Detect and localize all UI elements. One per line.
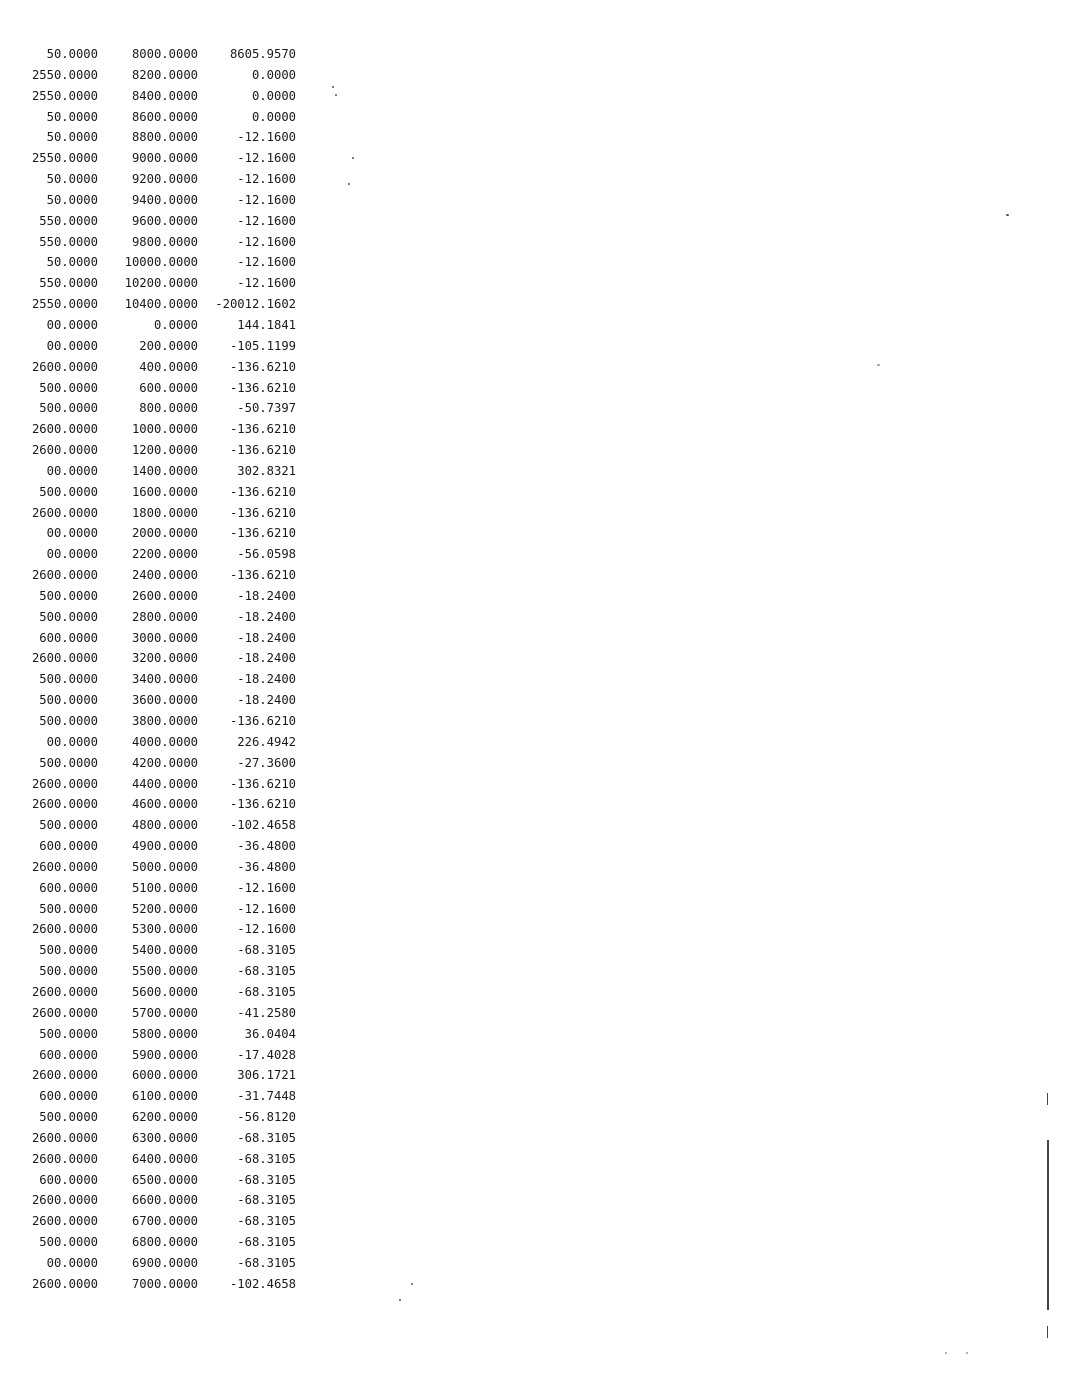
table-cell: -68.3105	[237, 964, 296, 979]
table-cell: 9000.0000	[131, 151, 198, 166]
table-cell: -68.3105	[237, 1255, 296, 1270]
table-cell: 2550.0000	[31, 151, 98, 166]
table-cell: 2600.0000	[31, 859, 98, 874]
table-cell: 2550.0000	[31, 88, 98, 103]
table-cell: 500.0000	[39, 588, 98, 603]
table-row	[20, 815, 310, 836]
table-cell: -68.3105	[237, 943, 296, 958]
table-cell: 0.0000	[153, 317, 198, 332]
table-cell: 0.0000	[251, 88, 296, 103]
table-cell: 500.0000	[39, 818, 98, 833]
table-cell: 306.1721	[237, 1068, 296, 1083]
table-row	[20, 628, 310, 649]
table-row	[20, 565, 310, 586]
table-cell: 2600.0000	[31, 1193, 98, 1208]
table-cell: 8200.0000	[131, 67, 198, 82]
table-cell: 3600.0000	[131, 693, 198, 708]
table-row	[20, 1128, 310, 1149]
table-cell: 5600.0000	[131, 984, 198, 999]
table-cell: -136.6210	[229, 443, 296, 458]
table-cell: -18.2400	[237, 630, 296, 645]
table-cell: -105.1199	[229, 338, 296, 353]
table-row	[20, 169, 310, 190]
table-row	[20, 1274, 310, 1295]
table-cell: 00.0000	[46, 547, 98, 562]
table-row	[20, 982, 310, 1003]
table-cell: -12.1600	[237, 255, 296, 270]
table-cell: -36.4800	[237, 859, 296, 874]
table-row	[20, 648, 310, 669]
scan-edge-line	[1047, 1093, 1048, 1105]
table-cell: 50.0000	[46, 192, 98, 207]
table-row	[20, 836, 310, 857]
table-cell: 6100.0000	[131, 1089, 198, 1104]
table-cell: 6500.0000	[131, 1172, 198, 1187]
table-cell: 2800.0000	[131, 609, 198, 624]
scan-edge-line	[1047, 1326, 1048, 1338]
table-row	[20, 794, 310, 815]
table-cell: 00.0000	[46, 317, 98, 332]
table-cell: 3200.0000	[131, 651, 198, 666]
table-cell: -136.6210	[229, 776, 296, 791]
table-cell: -68.3105	[237, 1130, 296, 1145]
table-row	[20, 523, 310, 544]
table-cell: 5700.0000	[131, 1005, 198, 1020]
table-cell: -50.7397	[237, 401, 296, 416]
table-cell: -36.4800	[237, 839, 296, 854]
table-cell: -12.1600	[237, 172, 296, 187]
table-cell: 500.0000	[39, 672, 98, 687]
table-row	[20, 899, 310, 920]
table-cell: -136.6210	[229, 568, 296, 583]
table-cell: 5200.0000	[131, 901, 198, 916]
table-cell: -18.2400	[237, 651, 296, 666]
table-cell: 4600.0000	[131, 797, 198, 812]
table-cell: 550.0000	[39, 213, 98, 228]
table-cell: 6600.0000	[131, 1193, 198, 1208]
table-cell: 2600.0000	[31, 568, 98, 583]
table-cell: -12.1600	[237, 901, 296, 916]
table-cell: -31.7448	[237, 1089, 296, 1104]
table-cell: 6900.0000	[131, 1255, 198, 1270]
table-cell: 5500.0000	[131, 964, 198, 979]
table-cell: 500.0000	[39, 714, 98, 728]
table-cell: 2600.0000	[31, 1068, 98, 1083]
table-cell: 6700.0000	[131, 1214, 198, 1229]
table-cell: 144.1841	[237, 317, 296, 332]
table-cell: -12.1600	[237, 880, 296, 895]
table-row	[20, 357, 310, 378]
table-cell: 4200.0000	[131, 755, 198, 770]
table-row	[20, 482, 310, 503]
table-cell: 2600.0000	[131, 588, 198, 603]
table-cell: 7000.0000	[131, 1276, 198, 1291]
table-cell: 2600.0000	[31, 505, 98, 520]
table-cell: -12.1600	[237, 213, 296, 228]
table-cell: -136.6210	[229, 797, 296, 812]
table-cell: 00.0000	[46, 734, 98, 749]
table-cell: 8400.0000	[131, 88, 198, 103]
table-cell: -56.8120	[237, 1110, 296, 1125]
table-row	[20, 669, 310, 690]
table-cell: 6400.0000	[131, 1151, 198, 1166]
table-cell: -102.4658	[229, 1276, 296, 1291]
table-cell: 600.0000	[39, 630, 98, 645]
table-cell: 500.0000	[39, 693, 98, 708]
table-cell: 8605.9570	[229, 47, 296, 61]
table-cell: -68.3105	[237, 984, 296, 999]
table-cell: 500.0000	[39, 755, 98, 770]
scan-speck	[1006, 214, 1009, 216]
table-row	[20, 127, 310, 148]
table-cell: 600.0000	[39, 880, 98, 895]
table-cell: -12.1600	[237, 276, 296, 291]
table-cell: -12.1600	[237, 151, 296, 166]
table-cell: -136.6210	[229, 380, 296, 395]
table-cell: 10000.0000	[124, 255, 198, 270]
table-cell: 4900.0000	[131, 839, 198, 854]
table-cell: 2550.0000	[31, 67, 98, 82]
table-row	[20, 86, 310, 107]
table-cell: 50.0000	[46, 255, 98, 270]
table-row	[20, 732, 310, 753]
table-row	[20, 544, 310, 565]
table-cell: 3000.0000	[131, 630, 198, 645]
scan-speck	[966, 1352, 968, 1354]
table-cell: -41.2580	[237, 1005, 296, 1020]
table-row	[20, 461, 310, 482]
table-cell: 2600.0000	[31, 1005, 98, 1020]
table-row	[20, 1211, 310, 1232]
table-row	[20, 1045, 310, 1066]
scan-speck	[877, 364, 880, 366]
scan-edge-line	[1047, 1140, 1049, 1310]
table-cell: 2600.0000	[31, 1276, 98, 1291]
table-cell: 2600.0000	[31, 776, 98, 791]
table-row	[20, 1003, 310, 1024]
table-cell: -136.6210	[229, 484, 296, 499]
table-row	[20, 586, 310, 607]
table-row	[20, 1024, 310, 1045]
table-cell: 6200.0000	[131, 1110, 198, 1125]
table-row	[20, 1232, 310, 1253]
table-cell: 600.0000	[139, 380, 198, 395]
table-cell: 550.0000	[39, 234, 98, 249]
table-cell: 500.0000	[39, 943, 98, 958]
table-row	[20, 1065, 310, 1086]
scan-speck	[399, 1299, 401, 1301]
table-row	[20, 398, 310, 419]
table-row	[20, 774, 310, 795]
table-cell: 2600.0000	[31, 1130, 98, 1145]
table-cell: 3400.0000	[131, 672, 198, 687]
table-row	[20, 961, 310, 982]
table-cell: 5400.0000	[131, 943, 198, 958]
table-cell: 9800.0000	[131, 234, 198, 249]
table-cell: 50.0000	[46, 47, 98, 61]
table-cell: 200.0000	[139, 338, 198, 353]
table-row	[20, 690, 310, 711]
table-cell: 5800.0000	[131, 1026, 198, 1041]
table-row	[20, 315, 310, 336]
table-row	[20, 148, 310, 169]
table-cell: 500.0000	[39, 484, 98, 499]
table-cell: 50.0000	[46, 109, 98, 124]
table-cell: -12.1600	[237, 234, 296, 249]
table-row	[20, 378, 310, 399]
table-cell: -12.1600	[237, 130, 296, 145]
table-cell: 2600.0000	[31, 922, 98, 937]
table-cell: 00.0000	[46, 463, 98, 478]
table-row	[20, 1170, 310, 1191]
table-cell: 5000.0000	[131, 859, 198, 874]
table-row	[20, 940, 310, 961]
table-row	[20, 294, 310, 315]
table-cell: 9200.0000	[131, 172, 198, 187]
table-cell: 2600.0000	[31, 359, 98, 374]
table-row	[20, 44, 310, 65]
scan-speck	[411, 1283, 413, 1285]
table-row	[20, 711, 310, 732]
table-cell: 2600.0000	[31, 1214, 98, 1229]
table-cell: 2600.0000	[31, 422, 98, 437]
table-cell: -18.2400	[237, 693, 296, 708]
table-cell: -27.3600	[237, 755, 296, 770]
table-cell: -102.4658	[229, 818, 296, 833]
table-cell: -136.6210	[229, 505, 296, 520]
table-cell: 9600.0000	[131, 213, 198, 228]
table-cell: 2600.0000	[31, 443, 98, 458]
table-row	[20, 419, 310, 440]
table-cell: 500.0000	[39, 401, 98, 416]
table-cell: 5300.0000	[131, 922, 198, 937]
table-cell: 1200.0000	[131, 443, 198, 458]
data-table	[20, 44, 310, 1295]
table-cell: 9400.0000	[131, 192, 198, 207]
table-cell: 6000.0000	[131, 1068, 198, 1083]
table-cell: -68.3105	[237, 1235, 296, 1250]
table-cell: 1400.0000	[131, 463, 198, 478]
table-row	[20, 1149, 310, 1170]
table-cell: 550.0000	[39, 276, 98, 291]
table-row	[20, 273, 310, 294]
table-cell: 2600.0000	[31, 984, 98, 999]
table-cell: 36.0404	[244, 1026, 296, 1041]
table-cell: -20012.1602	[215, 297, 296, 312]
table-cell: -136.6210	[229, 359, 296, 374]
table-cell: 6300.0000	[131, 1130, 198, 1145]
table-cell: -136.6210	[229, 526, 296, 541]
table-row	[20, 190, 310, 211]
scan-speck	[335, 94, 337, 96]
table-cell: 10200.0000	[124, 276, 198, 291]
table-cell: 4800.0000	[131, 818, 198, 833]
table-cell: -136.6210	[229, 422, 296, 437]
table-cell: 50.0000	[46, 130, 98, 145]
table-cell: 5100.0000	[131, 880, 198, 895]
scan-speck	[348, 183, 350, 185]
table-cell: 600.0000	[39, 839, 98, 854]
table-cell: 3800.0000	[131, 714, 198, 728]
table-row	[20, 1086, 310, 1107]
table-cell: -12.1600	[237, 192, 296, 207]
table-row	[20, 1107, 310, 1128]
table-cell: 302.8321	[237, 463, 296, 478]
table-row	[20, 252, 310, 273]
table-cell: -12.1600	[237, 922, 296, 937]
table-cell: 50.0000	[46, 172, 98, 187]
table-row	[20, 878, 310, 899]
table-cell: 2550.0000	[31, 297, 98, 312]
table-cell: 8600.0000	[131, 109, 198, 124]
table-cell: -68.3105	[237, 1214, 296, 1229]
table-cell: 600.0000	[39, 1172, 98, 1187]
table-cell: 0.0000	[251, 67, 296, 82]
table-row	[20, 857, 310, 878]
table-cell: 1800.0000	[131, 505, 198, 520]
table-cell: -68.3105	[237, 1193, 296, 1208]
table-cell: -18.2400	[237, 609, 296, 624]
table-cell: 0.0000	[251, 109, 296, 124]
table-cell: 226.4942	[237, 734, 296, 749]
table-cell: 8000.0000	[131, 47, 198, 61]
table-cell: 600.0000	[39, 1047, 98, 1062]
table-cell: 600.0000	[39, 1089, 98, 1104]
table-cell: 800.0000	[139, 401, 198, 416]
scan-speck	[352, 157, 354, 159]
table-cell: 1000.0000	[131, 422, 198, 437]
table-cell: 500.0000	[39, 380, 98, 395]
table-cell: 500.0000	[39, 1026, 98, 1041]
table-cell: -68.3105	[237, 1172, 296, 1187]
table-row	[20, 65, 310, 86]
table-cell: 1600.0000	[131, 484, 198, 499]
table-cell: 2600.0000	[31, 651, 98, 666]
table-cell: 2200.0000	[131, 547, 198, 562]
table-row	[20, 607, 310, 628]
table-cell: 500.0000	[39, 901, 98, 916]
table-cell: 4000.0000	[131, 734, 198, 749]
table-cell: 500.0000	[39, 964, 98, 979]
table-row	[20, 336, 310, 357]
table-row	[20, 503, 310, 524]
table-cell: 2600.0000	[31, 1151, 98, 1166]
table-row	[20, 232, 310, 253]
table-cell: 00.0000	[46, 1255, 98, 1270]
table-cell: 2000.0000	[131, 526, 198, 541]
table-cell: 8800.0000	[131, 130, 198, 145]
table-row	[20, 107, 310, 128]
table-cell: -18.2400	[237, 588, 296, 603]
table-cell: 500.0000	[39, 1235, 98, 1250]
table-cell: 00.0000	[46, 338, 98, 353]
table-row	[20, 1253, 310, 1274]
table-cell: 6800.0000	[131, 1235, 198, 1250]
table-cell: 500.0000	[39, 609, 98, 624]
table-row	[20, 753, 310, 774]
table-cell: -56.0598	[237, 547, 296, 562]
table-cell: -136.6210	[229, 714, 296, 728]
scan-speck	[945, 1352, 947, 1354]
table-cell: 500.0000	[39, 1110, 98, 1125]
table-cell: -68.3105	[237, 1151, 296, 1166]
table-row	[20, 1190, 310, 1211]
table-row	[20, 211, 310, 232]
table-cell: 2400.0000	[131, 568, 198, 583]
scan-speck	[332, 86, 334, 88]
table-cell: 5900.0000	[131, 1047, 198, 1062]
table-row	[20, 440, 310, 461]
table-cell: 2600.0000	[31, 797, 98, 812]
table-cell: 4400.0000	[131, 776, 198, 791]
table-cell: -18.2400	[237, 672, 296, 687]
table-cell: 10400.0000	[124, 297, 198, 312]
table-row	[20, 919, 310, 940]
table-cell: 400.0000	[139, 359, 198, 374]
table-cell: -17.4028	[237, 1047, 296, 1062]
table-cell: 00.0000	[46, 526, 98, 541]
